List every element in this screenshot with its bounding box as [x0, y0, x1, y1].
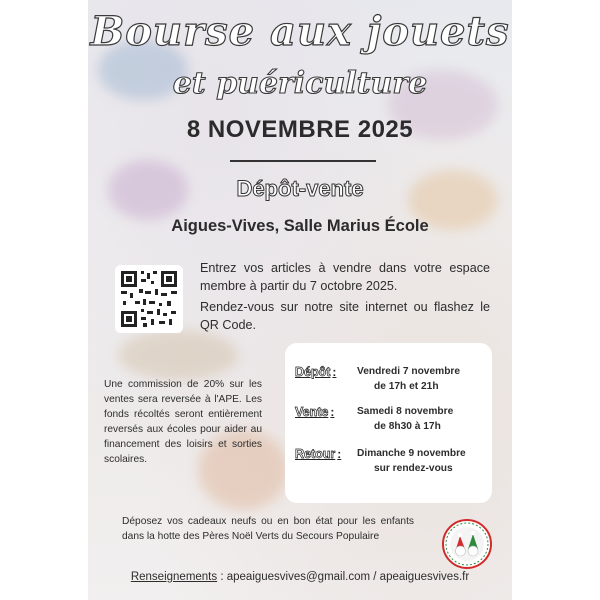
commission-text: Une commission de 20% sur les ventes sera reversée à l'APE. Les fonds récoltés seront entièrement reversés aux écoles pour aider au financement des loisirs et sorties scolaires. — [104, 379, 262, 465]
schedule-day: Samedi 8 novembre — [357, 406, 454, 417]
location: Aigues-Vives, Salle Marius École — [171, 217, 429, 235]
poster — [88, 0, 512, 600]
schedule-label: Dépôt : — [295, 365, 337, 379]
contact-label: Renseignements — [130, 571, 218, 583]
schedule-hours: sur rendez-vous — [374, 462, 453, 474]
contact-line — [88, 571, 512, 583]
schedule-label: Retour : — [295, 447, 342, 461]
schedule-value — [357, 447, 497, 476]
intro-text — [200, 259, 490, 337]
subtitle: Dépôt-vente — [236, 176, 364, 201]
schedule-card — [285, 343, 492, 503]
contact-value[interactable]: apeaiguesvives@gmail.com / apeaiguesvives.fr — [226, 571, 470, 583]
contact-separator: : — [217, 571, 227, 583]
intro-paragraph: Rendez-vous sur notre site internet ou flashez le QR Code. — [200, 300, 490, 332]
event-date: 8 NOVEMBRE 2025 — [186, 116, 414, 143]
schedule-label: Vente : — [295, 405, 335, 419]
qr-code-icon[interactable] — [115, 265, 183, 333]
schedule-day: Vendredi 7 novembre — [357, 366, 461, 377]
intro-paragraph: Entrez vos articles à vendre dans votre espace membre à partir du 7 octobre 2025. — [200, 261, 490, 293]
divider — [230, 160, 376, 162]
schedule-hours: de 8h30 à 17h — [374, 420, 441, 432]
background-blur — [118, 330, 238, 380]
schedule-day: Dimanche 9 novembre — [357, 448, 466, 459]
title-line1: Bourse aux jouets — [90, 8, 510, 55]
schedule-hours: de 17h et 21h — [374, 380, 439, 392]
gifts-text: Déposez vos cadeaux neufs ou en bon état pour les enfants dans la hotte des Pères Noël Verts du Secours Populaire — [122, 516, 414, 542]
schedule-value — [357, 405, 497, 434]
title-line2: et puériculture — [172, 66, 428, 101]
schedule-value — [357, 365, 497, 394]
peres-noel-verts-logo — [442, 519, 492, 569]
